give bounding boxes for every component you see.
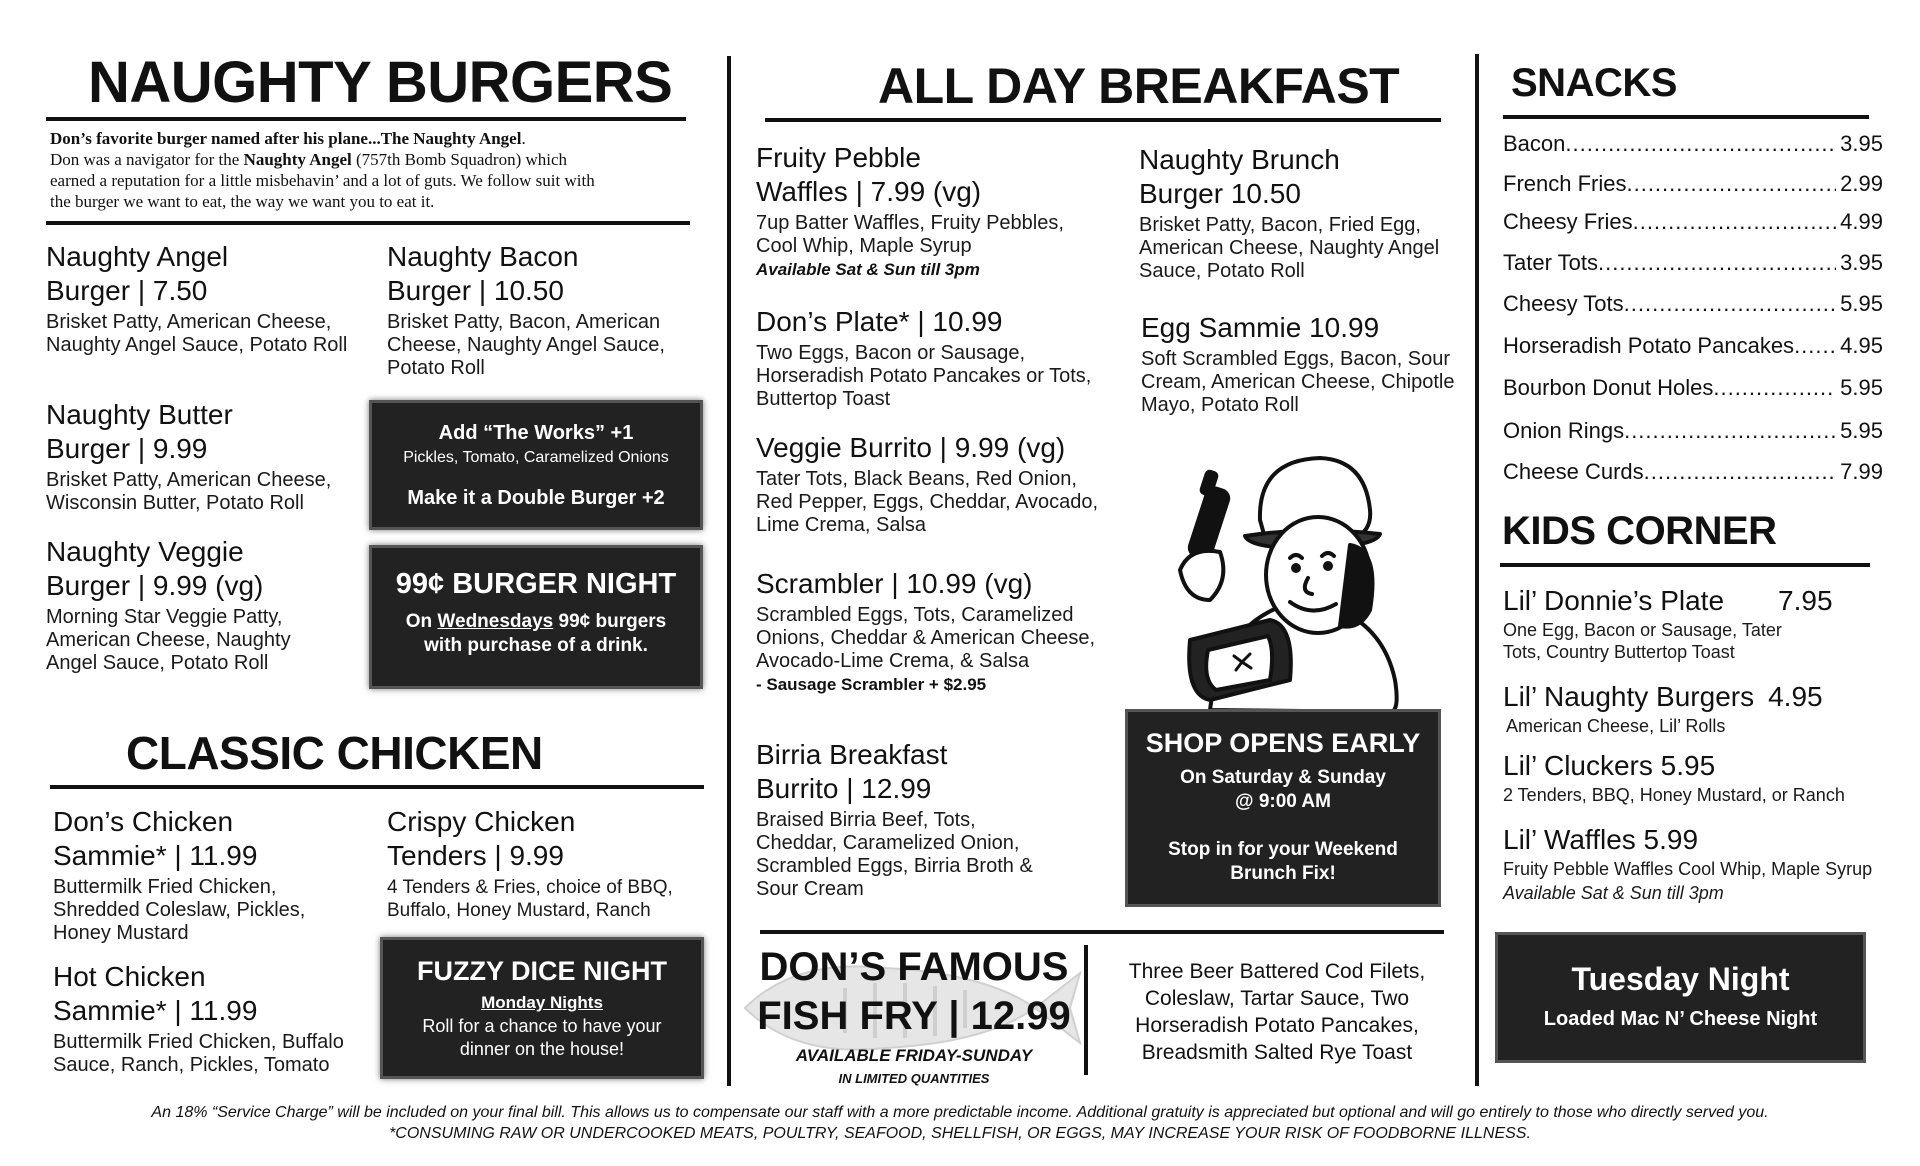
burger-night-title: 99¢ BURGER NIGHT — [395, 568, 677, 600]
snack-row — [1503, 458, 1883, 486]
chicken-item-hot — [53, 960, 373, 1077]
works-sub: Pickles, Tomato, Caramelized Onions — [403, 449, 669, 466]
item-name-price: Sammie* | 11.99 — [53, 995, 258, 1026]
fish-desc-2: Coleslaw, Tartar Sauce, Two — [1144, 987, 1410, 1010]
shop-line1: On Saturday & Sunday — [1180, 767, 1386, 788]
snack-price: 4.95 — [1840, 333, 1883, 358]
fish-desc-1: Three Beer Battered Cod Filets, — [1128, 960, 1426, 983]
item-name: Fruity Pebble — [756, 142, 921, 173]
snack-price: 7.99 — [1840, 459, 1883, 484]
snack-leader — [1633, 208, 1837, 236]
burger-night-on: On — [405, 611, 433, 632]
fish-fry-rule — [760, 930, 1444, 934]
item-desc: Buttermilk Fried Chicken, Buffalo Sauce, Ranch, Pickles, Tomato — [53, 1031, 344, 1076]
tuesday-title: Tuesday Night — [1571, 961, 1790, 997]
dice-sub: Monday Nights — [481, 993, 603, 1012]
kids-item-waffles — [1503, 824, 1913, 904]
works-box — [372, 403, 700, 527]
breakfast-item-brunch-burger — [1139, 143, 1459, 283]
burger-night-box — [372, 548, 700, 686]
snack-row — [1503, 374, 1883, 402]
snack-row — [1503, 208, 1883, 236]
item-name-price: Burger | 7.50 — [46, 275, 208, 306]
snack-leader — [1794, 332, 1836, 360]
item-name-price: Veggie Burrito | 9.99 (vg) — [756, 432, 1066, 463]
fuzzy-dice-box — [383, 940, 701, 1076]
chicken-title: CLASSIC CHICKEN — [126, 727, 543, 779]
item-desc: Tater Tots, Black Beans, Red Onion, Red Pepper, Eggs, Cheddar, Avocado, Lime Crema, Salsa — [756, 468, 1099, 536]
intro-line1b: (757th Bomb Squadron) which — [355, 150, 568, 169]
snack-price: 3.95 — [1840, 250, 1883, 275]
item-desc: Braised Birria Beef, Tots, Cheddar, Caramelized Onion, Scrambled Eggs, Birria Broth & Sour Cream — [756, 809, 1033, 900]
item-desc: Fruity Pebble Waffles Cool Whip, Maple Syrup — [1503, 859, 1873, 879]
kids-item-donnies-plate — [1503, 585, 1883, 663]
intro-bold: Don’s favorite burger named after his plane...The Naughty Angel — [50, 129, 522, 148]
shop-title: SHOP OPENS EARLY — [1145, 728, 1421, 758]
item-desc: Brisket Patty, Bacon, American Cheese, Naughty Angel Sauce, Potato Roll — [387, 311, 665, 379]
footer-consumption-warning: *CONSUMING RAW OR UNDERCOOKED MEATS, POULTRY, SEAFOOD, SHELLFISH, OR EGGS, MAY INCREASE YOUR RISK OF FOODBORNE ILLNESS. — [389, 1125, 1531, 1142]
snack-label: Tater Tots — [1503, 250, 1598, 275]
kids-item-naughty-burgers — [1503, 681, 1883, 737]
item-desc: Brisket Patty, American Cheese, Naughty Angel Sauce, Potato Roll — [46, 311, 348, 356]
dice-title: FUZZY DICE NIGHT — [416, 956, 667, 986]
item-desc: Brisket Patty, Bacon, Fried Egg, American Cheese, Naughty Angel Sauce, Potato Roll — [1139, 214, 1440, 282]
fish-fry-title-2: FISH FRY | 12.99 — [757, 994, 1071, 1038]
item-desc: Brisket Patty, American Cheese, Wisconsin Butter, Potato Roll — [46, 469, 332, 514]
snack-row — [1503, 170, 1883, 198]
item-name: Naughty Brunch — [1139, 144, 1340, 175]
dice-line1: Roll for a chance to have your — [422, 1016, 662, 1036]
kids-title: KIDS CORNER — [1502, 509, 1777, 553]
item-name-price: Don’s Plate* | 10.99 — [756, 306, 1003, 337]
burger-item-angel — [46, 240, 356, 357]
item-name-price: Burger | 9.99 (vg) — [46, 570, 264, 601]
item-name-price: Burrito | 12.99 — [756, 773, 932, 804]
breakfast-item-dons-plate — [756, 305, 1096, 411]
snack-leader — [1644, 458, 1837, 486]
snack-row — [1503, 290, 1883, 318]
dice-line2: dinner on the house! — [459, 1039, 625, 1059]
shop-line4: Brunch Fix! — [1230, 863, 1336, 884]
item-name-price — [1503, 681, 1883, 713]
snack-price: 4.99 — [1840, 209, 1883, 234]
snack-row — [1503, 249, 1883, 277]
snack-price: 5.95 — [1840, 418, 1883, 443]
snack-leader — [1713, 374, 1836, 402]
burger-night-deal: 99¢ burgers — [558, 611, 667, 632]
fish-fry-desc — [1092, 958, 1462, 1066]
snack-label: Cheesy Tots — [1503, 291, 1624, 316]
item-name-price: Tenders | 9.99 — [387, 840, 564, 871]
snack-label: Horseradish Potato Pancakes — [1503, 333, 1795, 358]
item-note: Available Sat & Sun till 3pm — [1503, 883, 1724, 903]
works-title: Add “The Works” +1 — [438, 422, 634, 444]
snack-leader — [1624, 290, 1837, 318]
item-desc: One Egg, Bacon or Sausage, Tater Tots, Country Buttertop Toast — [1503, 620, 1782, 662]
item-name-price: Waffles | 7.99 (vg) — [756, 176, 982, 207]
fish-desc-4: Breadsmith Salted Rye Toast — [1141, 1041, 1413, 1064]
chicken-title-rule — [50, 785, 704, 789]
snack-label: Bacon — [1503, 131, 1566, 156]
burger-item-butter — [46, 398, 366, 515]
works-double: Make it a Double Burger +2 — [407, 487, 665, 509]
kids-title-rule — [1500, 563, 1870, 567]
item-note: - Sausage Scrambler + $2.95 — [756, 675, 987, 694]
snack-label: Cheesy Fries — [1503, 209, 1633, 234]
item-name: Naughty Bacon — [387, 241, 579, 272]
snack-label: French Fries — [1503, 171, 1627, 196]
snack-row — [1503, 130, 1883, 158]
tuesday-sub: Loaded Mac N’ Cheese Night — [1543, 1008, 1818, 1030]
burger-item-veggie — [46, 535, 346, 675]
item-note: Available Sat & Sun till 3pm — [756, 260, 980, 279]
snacks-title: SNACKS — [1511, 61, 1677, 105]
item-desc: Morning Star Veggie Patty, American Cheese, Naughty Angel Sauce, Potato Roll — [46, 606, 291, 674]
item-desc: American Cheese, Lil’ Rolls — [1506, 716, 1726, 736]
breakfast-item-waffles — [756, 141, 1096, 280]
breakfast-title: ALL DAY BREAKFAST — [878, 58, 1400, 114]
column-divider-right — [1475, 54, 1479, 1086]
kid-name: Lil’ Naughty Burgers — [1503, 681, 1755, 712]
snack-price: 5.95 — [1840, 291, 1883, 316]
item-name-price: Lil’ Cluckers 5.95 — [1503, 750, 1716, 781]
item-name-price: Burger | 9.99 — [46, 433, 208, 464]
item-name-price: Scrambler | 10.99 (vg) — [756, 568, 1033, 599]
burger-night-line2: with purchase of a drink. — [424, 635, 648, 656]
shop-opens-box — [1128, 712, 1438, 904]
snacks-title-rule — [1503, 115, 1869, 119]
item-desc: Buttermilk Fried Chicken, Shredded Coleslaw, Pickles, Honey Mustard — [53, 876, 306, 944]
chicken-item-tenders — [387, 805, 717, 922]
item-name: Naughty Angel — [46, 241, 229, 272]
breakfast-title-rule — [765, 118, 1441, 122]
snack-price: 3.95 — [1840, 131, 1883, 156]
item-desc: 2 Tenders, BBQ, Honey Mustard, or Ranch — [1503, 785, 1845, 805]
burger-item-bacon — [387, 240, 697, 380]
burgers-title-rule — [46, 117, 686, 121]
snack-price: 2.99 — [1840, 171, 1883, 196]
breakfast-item-scrambler — [756, 567, 1126, 695]
kid-name: Lil’ Donnie’s Plate — [1503, 585, 1725, 616]
kid-price: 7.95 — [1778, 585, 1833, 616]
snack-price: 5.95 — [1840, 375, 1883, 400]
breakfast-item-birria — [756, 738, 1056, 901]
kid-price: 4.95 — [1768, 681, 1823, 712]
item-desc: 4 Tenders & Fries, choice of BBQ, Buffalo, Honey Mustard, Ranch — [387, 877, 673, 921]
item-desc: 7up Batter Waffles, Fruity Pebbles, Cool Whip, Maple Syrup — [756, 212, 1064, 257]
item-name: Don’s Chicken — [53, 806, 234, 837]
intro-line1: Don was a navigator for the — [50, 150, 240, 169]
kids-item-cluckers — [1503, 750, 1883, 806]
fish-fry-limited: IN LIMITED QUANTITIES — [838, 1071, 990, 1086]
burgers-intro: Don’s favorite burger named after his plane...The Naughty Angel. Don was a navigator for the Naughty Angel (757th Bomb Squadron) which earned a reputation for a little misbehavin’ and a lot of guts. We follow suit with the burger we want to eat, the way we want you to eat it. — [50, 128, 700, 212]
item-desc: Two Eggs, Bacon or Sausage, Horseradish Potato Pancakes or Tots, Buttertop Toast — [756, 342, 1092, 410]
intro-plane: Naughty Angel — [243, 150, 352, 169]
snack-leader — [1598, 249, 1836, 277]
burgers-intro-rule — [46, 221, 690, 225]
breakfast-item-egg-sammie — [1141, 311, 1461, 417]
chicken-item-dons — [53, 805, 353, 945]
snack-leader — [1624, 417, 1836, 445]
mascot-illustration — [1150, 450, 1440, 720]
snack-leader — [1565, 130, 1836, 158]
shop-line2: @ 9:00 AM — [1235, 791, 1331, 812]
item-name: Birria Breakfast — [756, 739, 948, 770]
footer-service-charge: An 18% “Service Charge” will be included on your final bill. This allows us to compensate our staff with a more predictable income. Additional gratuity is appreciated but optional and will go entirely to those who directly served you. — [151, 1104, 1769, 1121]
tuesday-night-box — [1498, 935, 1863, 1060]
intro-line3: the burger we want to eat, the way we want you to eat it. — [50, 192, 435, 211]
item-name: Hot Chicken — [53, 961, 206, 992]
item-desc: Scrambled Eggs, Tots, Caramelized Onions, Cheddar & American Cheese, Avocado-Lime Crema, & Salsa — [756, 604, 1096, 672]
item-name: Naughty Butter — [46, 399, 233, 430]
intro-line2: earned a reputation for a little misbehavin’ and a lot of guts. We follow suit with — [50, 171, 595, 190]
fish-fry-availability: AVAILABLE FRIDAY-SUNDAY — [795, 1046, 1033, 1065]
burger-night-day: Wednesdays — [437, 611, 554, 632]
item-desc: Soft Scrambled Eggs, Bacon, Sour Cream, American Cheese, Chipotle Mayo, Potato Roll — [1141, 348, 1455, 416]
item-name: Naughty Veggie — [46, 536, 244, 567]
snack-label: Onion Rings — [1503, 418, 1625, 443]
shop-line3: Stop in for your Weekend — [1168, 839, 1398, 860]
snack-leader — [1626, 170, 1836, 198]
item-name-price: Lil’ Waffles 5.99 — [1503, 824, 1699, 855]
fish-desc-3: Horseradish Potato Pancakes, — [1135, 1014, 1419, 1037]
snack-row — [1503, 417, 1883, 445]
item-name: Crispy Chicken — [387, 806, 576, 837]
snack-label: Cheese Curds — [1503, 459, 1644, 484]
burgers-title: NAUGHTY BURGERS — [88, 50, 673, 115]
fish-fry-title-1: DON’S FAMOUS — [759, 945, 1069, 989]
item-name-price: Sammie* | 11.99 — [53, 840, 258, 871]
item-name-price: Burger 10.50 — [1139, 178, 1301, 209]
fish-fry-divider — [1084, 945, 1088, 1075]
snack-label: Bourbon Donut Holes — [1503, 375, 1714, 400]
snack-row — [1503, 332, 1883, 360]
item-name-price — [1503, 585, 1883, 617]
column-divider-left — [727, 56, 731, 1086]
item-name-price: Egg Sammie 10.99 — [1141, 312, 1380, 343]
item-name-price: Burger | 10.50 — [387, 275, 564, 306]
breakfast-item-veggie-burrito — [756, 431, 1116, 537]
burger-night-line1 — [372, 611, 700, 633]
